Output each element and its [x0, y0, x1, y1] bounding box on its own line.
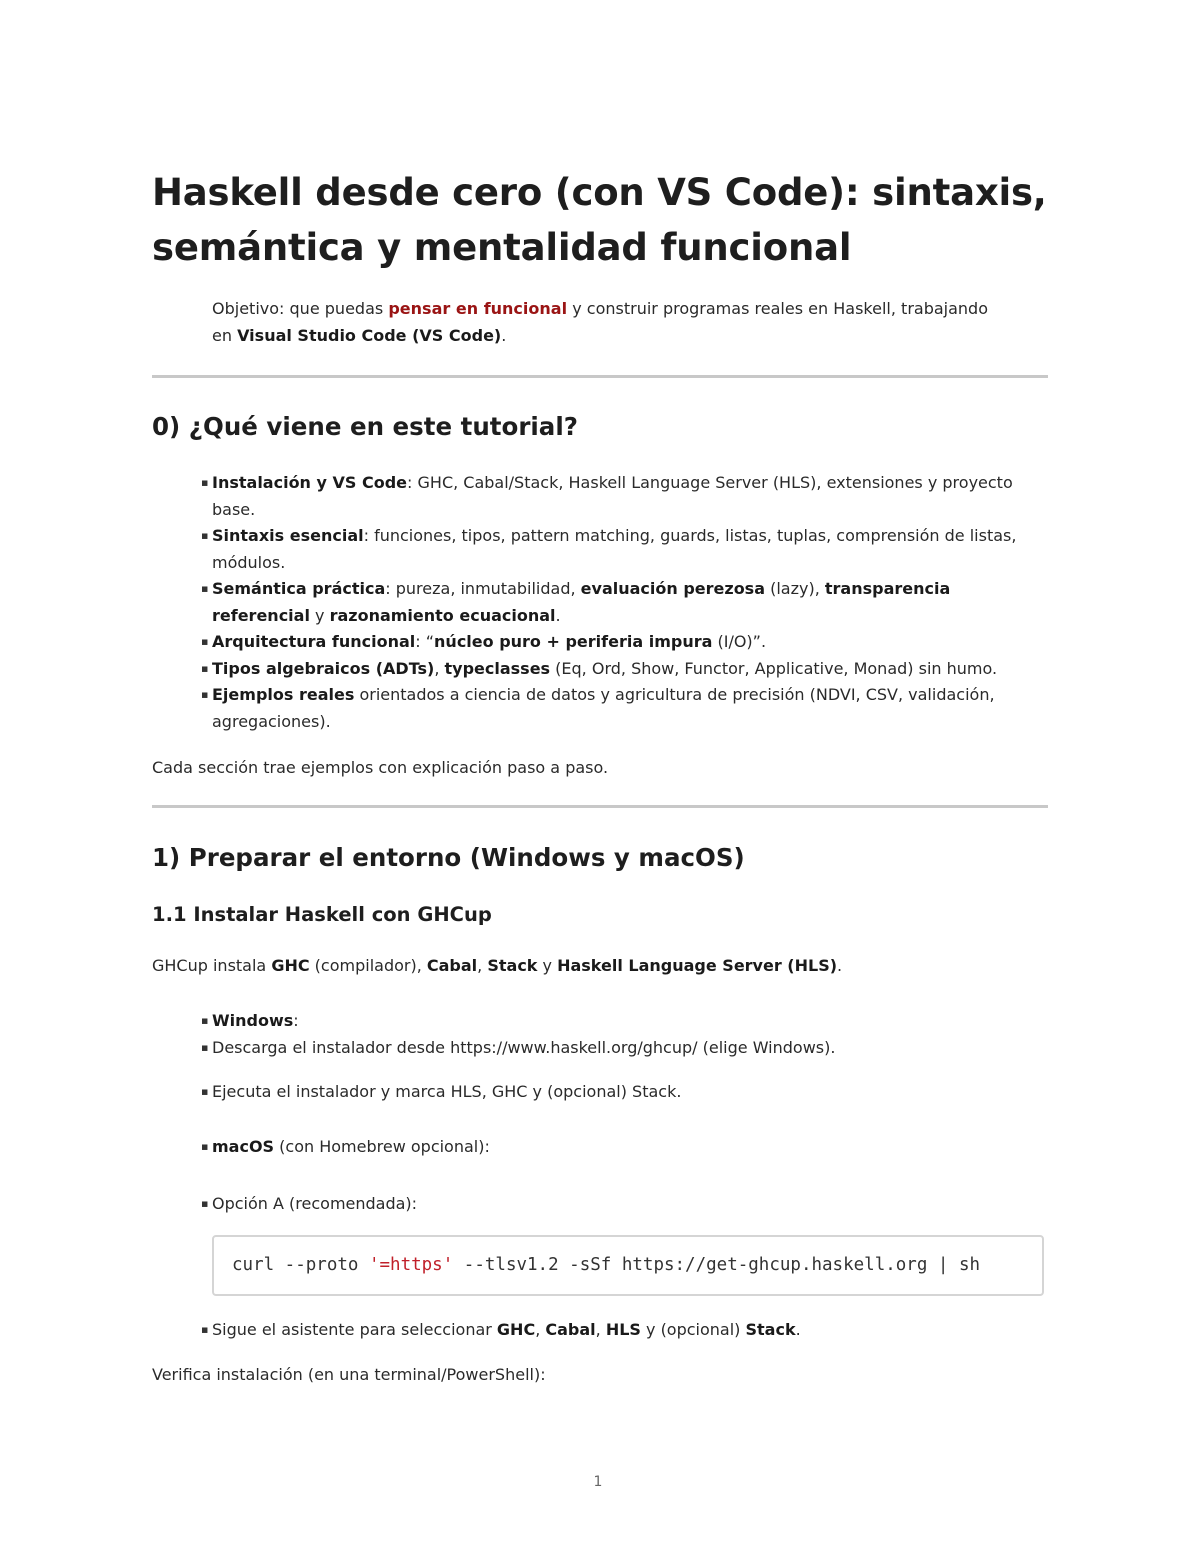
assistant-list — [201, 1317, 1049, 1344]
objective-vscode: Visual Studio Code (VS Code) — [237, 326, 502, 345]
list-item: ▪ Tipos algebraicos (ADTs), typeclasses (Eq, Ord, Show, Functor, Applicative, Monad) sin humo. — [201, 656, 1049, 683]
list-item: ▪ Sintaxis esencial: funciones, tipos, pattern matching, guards, listas, tuplas, comprensión de listas, módulos. — [201, 523, 1049, 576]
divider — [152, 375, 1048, 378]
objective-paragraph: Objetivo: que puedas pensar en funcional y construir programas reales en Haskell, trabajando en Visual Studio Code (VS Code). — [212, 299, 988, 345]
list-item: ▪ Windows: — [201, 1008, 1049, 1035]
list-item: ▪ Descarga el instalador desde https://www.haskell.org/ghcup/ (elige Windows). — [201, 1035, 1049, 1062]
section-0-closing: Cada sección trae ejemplos con explicación paso a paso. — [152, 758, 609, 777]
verify-paragraph: Verifica instalación (en una terminal/PowerShell): — [152, 1365, 546, 1384]
windows-step-list — [201, 1079, 1049, 1106]
list-item: ▪ Ejemplos reales orientados a ciencia de datos y agricultura de precisión (NDVI, CSV, validación, agregaciones). — [201, 682, 1049, 735]
tutorial-contents-list — [201, 470, 1049, 735]
objective-emphasis: pensar en funcional — [388, 299, 568, 318]
list-item: ▪ Semántica práctica: pureza, inmutabilidad, evaluación perezosa (lazy), transparencia referencial y razonamiento ecuacional. — [201, 576, 1049, 629]
list-item: ▪ Ejecuta el instalador y marca HLS, GHC y (opcional) Stack. — [201, 1079, 1049, 1106]
page-title-line-1: Haskell desde cero (con VS Code): sintaxis, — [152, 171, 1047, 214]
code-block-install[interactable]: curl --proto '=https' --tlsv1.2 -sSf https://get-ghcup.haskell.org | sh — [212, 1235, 1044, 1296]
section-0-heading: 0) ¿Qué viene en este tutorial? — [152, 412, 578, 441]
section-1-heading: 1) Preparar el entorno (Windows y macOS) — [152, 843, 745, 872]
list-item: ▪ Arquitectura funcional: “núcleo puro + periferia impura (I/O)”. — [201, 629, 1049, 656]
macos-list — [201, 1134, 1049, 1161]
page-title-line-2: semántica y mentalidad funcional — [152, 226, 852, 269]
list-item: ▪ Sigue el asistente para seleccionar GHC, Cabal, HLS y (opcional) Stack. — [201, 1317, 1049, 1344]
list-item: ▪ macOS (con Homebrew opcional): — [201, 1134, 1049, 1161]
divider — [152, 805, 1048, 808]
list-item: ▪ Instalación y VS Code: GHC, Cabal/Stack, Haskell Language Server (HLS), extensiones y proyecto base. — [201, 470, 1049, 523]
page-title — [152, 166, 1052, 275]
page-number: 1 — [593, 1474, 603, 1490]
section-1-1-heading: 1.1 Instalar Haskell con GHCup — [152, 903, 492, 926]
macos-option-list — [201, 1191, 1049, 1218]
ghcup-intro: GHCup instala GHC (compilador), Cabal, Stack y Haskell Language Server (HLS). — [152, 956, 843, 975]
windows-list — [201, 1008, 1049, 1061]
list-item: ▪ Opción A (recomendada): — [201, 1191, 1049, 1218]
